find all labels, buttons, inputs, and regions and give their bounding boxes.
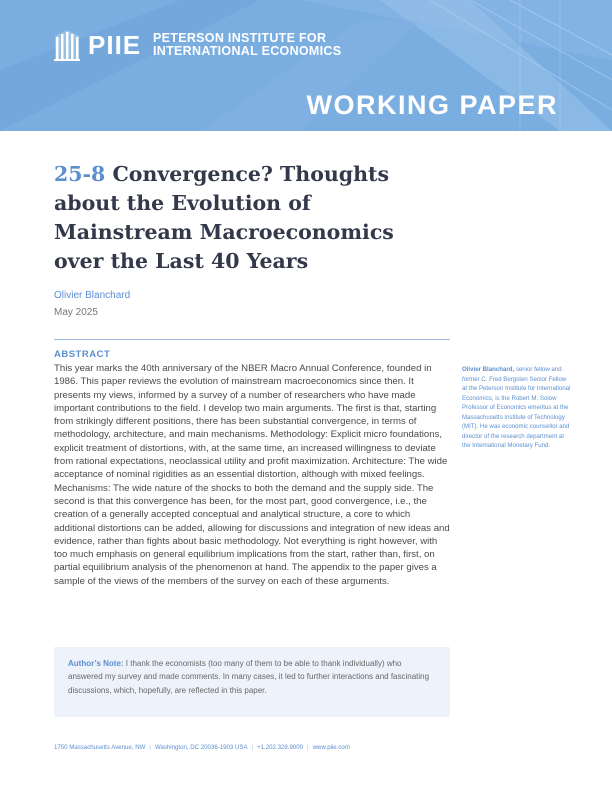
author-name: Olivier Blanchard	[54, 290, 131, 301]
author-bio-text: senior fellow and former C. Fred Bergsten Senior Fellow at the Peterson Institute for International Economics, is the Robert M. Solow Professor of Economics emeritus at the Massachusetts Institute of Technology (MIT). He was economic counsellor and director of the research department at the International Monetary Fund.	[462, 366, 571, 449]
divider	[54, 339, 450, 340]
author-bio-name: Olivier Blanchard,	[462, 366, 515, 373]
paper-number: 25-8	[54, 162, 106, 186]
abstract-heading: ABSTRACT	[54, 349, 111, 360]
footer	[54, 744, 350, 751]
paper-title-text: Convergence? Thoughts about the Evolution of Mainstream Macroeconomics over the Last 40 Years	[54, 162, 394, 273]
document-type-label: WORKING PAPER	[306, 90, 558, 120]
footer-city: Washington, DC 20036-1903 USA	[154, 744, 248, 751]
building-columns-icon	[52, 28, 82, 62]
organization-name-line1: PETERSON INSTITUTE FOR	[153, 31, 327, 45]
header-banner	[0, 0, 612, 131]
footer-phone: +1.202.328.9000	[257, 744, 304, 751]
authors-note-text: I thank the economists (too many of them to be able to thank individually) who answered my survey and made comments. In many cases, it led to further interactions and fascinating discussions, which, hopefully, are reflected in this paper.	[68, 659, 430, 695]
footer-separator: |	[149, 744, 151, 751]
footer-separator: |	[307, 744, 309, 751]
organization-name	[153, 32, 341, 58]
footer-website-link[interactable]: www.piie.com	[312, 744, 350, 751]
paper-title	[54, 160, 444, 276]
footer-separator: |	[251, 744, 254, 751]
authors-note-box	[54, 647, 450, 717]
abstract-text: This year marks the 40th anniversary of the NBER Macro Annual Conference, founded in 1986. This paper reviews the evolution of mainstream macroeconomics since then. It presents my views, informed by a survey of a number of researchers who have made important contributions to the field. I develop two main arguments. The first is that, starting from strikingly different positions, there has been substantial convergence, in terms of methodology, architecture, and main mechanisms. Methodology: Explicit micro foundations, explicit treatment of distortions, with, at the same time, an increased willingness to deviate from rational expectations, neoclassical utility and profit maximization. Architecture: The wide acceptance of nominal rigidities as an essential distortion, although with mixed feelings. Mechanisms: The wide nature of the shocks to both the demand and the supply side. The second is that this convergence has been, for the most part, good convergence, i.e., the creation of a generally accepted conceptual and analytical structure, a core to which additional distortions can be added, allowing for discussions and integration of new ideas and evidence, rather than fights about basic methodology. Not everything is right however, with too much emphasis on general equilibrium implications from the start, rather than, first, on partial equilibrium analysis of the phenomenon at hand. The appendix to the paper gives a sample of the views of the members of the survey on each of these arguments.	[54, 363, 450, 587]
logo-wordmark: PIIE	[88, 30, 142, 60]
author-bio	[462, 365, 572, 451]
authors-note	[68, 657, 436, 697]
authors-note-label: Author’s Note:	[68, 659, 124, 668]
organization-name-line2: INTERNATIONAL ECONOMICS	[153, 44, 342, 58]
footer-address: 1750 Massachusetts Avenue, NW	[54, 744, 146, 751]
publication-date: May 2025	[54, 307, 98, 318]
